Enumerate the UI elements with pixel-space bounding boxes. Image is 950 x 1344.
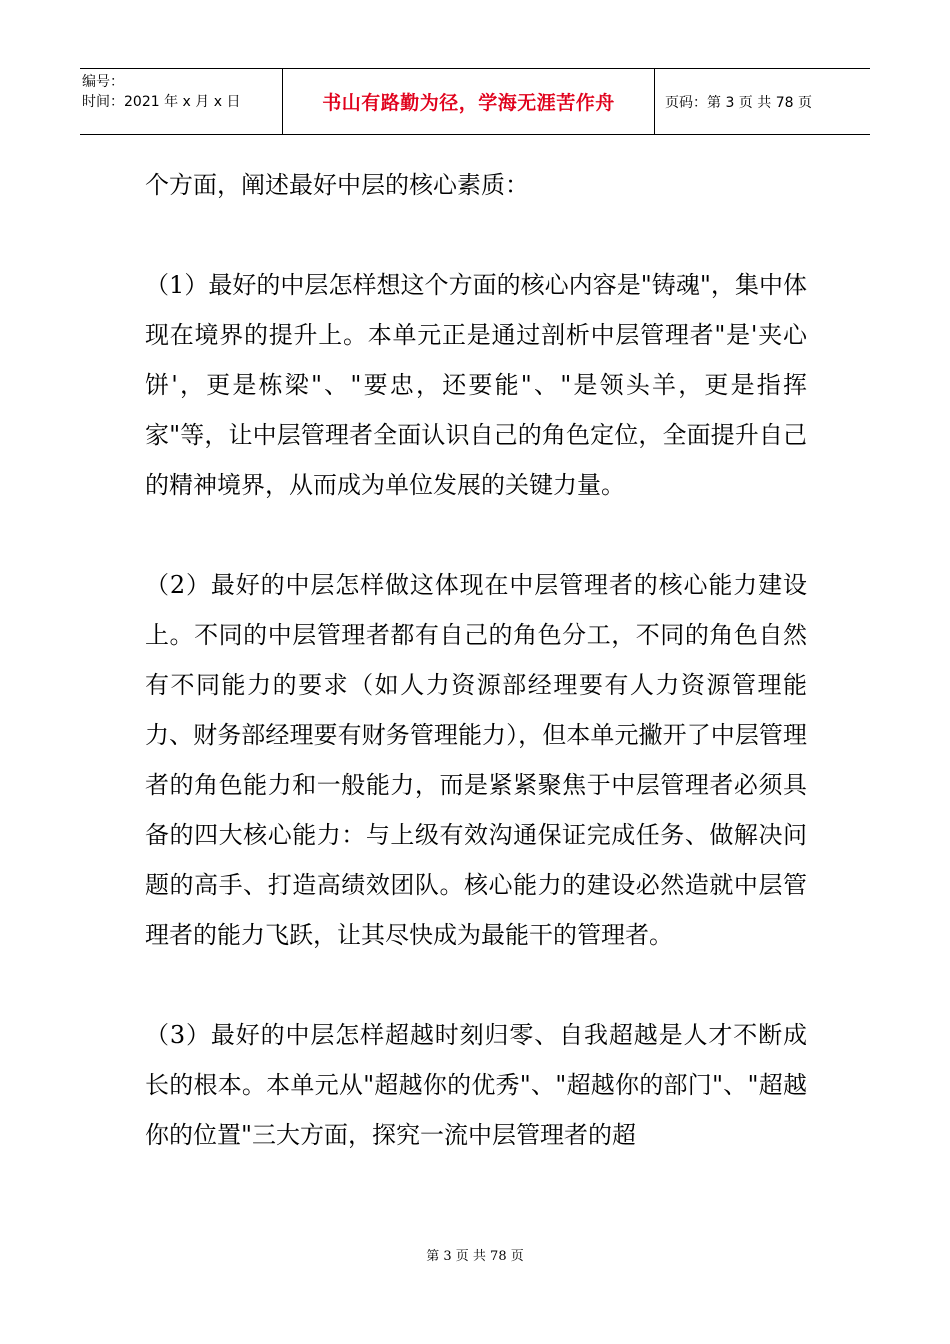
header-motto-cell: [283, 69, 655, 134]
document-body: [145, 160, 807, 1160]
document-number-label: 编号：: [82, 74, 124, 90]
page-footer: 第 3 页 共 78 页: [426, 1249, 524, 1264]
header-page-cell: [655, 69, 870, 134]
header-page-info: 页码：第 3 页 共 78 页: [665, 94, 812, 111]
body-paragraph-think: （1）最好的中层怎样想这个方面的核心内容是"铸魂"，集中体现在境界的提升上。本单元正是通过剖析中层管理者"是'夹心饼'，更是栋梁"、"要忠，还要能"、"是领头羊，更是指挥家"等，让中层管理者全面认识自己的角色定位，全面提升自己的精神境界，从而成为单位发展的关键力量。: [145, 271, 807, 499]
header-motto: 书山有路勤为径，学海无涯苦作舟: [322, 92, 615, 114]
body-paragraph-surpass: （3）最好的中层怎样超越时刻归零、自我超越是人才不断成长的根本。本单元从"超越你的优秀"、"超越你的部门"、"超越你的位置"三大方面，探究一流中层管理者的超: [145, 1021, 807, 1149]
body-paragraph-intro: 个方面，阐述最好中层的核心素质：: [145, 171, 529, 199]
header-meta-cell: [80, 69, 283, 134]
body-paragraph-do: （2）最好的中层怎样做这体现在中层管理者的核心能力建设上。不同的中层管理者都有自己的角色分工，不同的角色自然有不同能力的要求（如人力资源部经理要有人力资源管理能力、财务部经理要有财务管理能力），但本单元撇开了中层管理者的角色能力和一般能力，而是紧紧聚焦于中层管理者必须具备的四大核心能力：与上级有效沟通保证完成任务、做解决问题的高手、打造高绩效团队。核心能力的建设必然造就中层管理者的能力飞跃，让其尽快成为最能干的管理者。: [145, 571, 807, 949]
document-date-label: 时间：2021 年 x 月 x 日: [82, 94, 241, 110]
page-header: [80, 68, 870, 135]
